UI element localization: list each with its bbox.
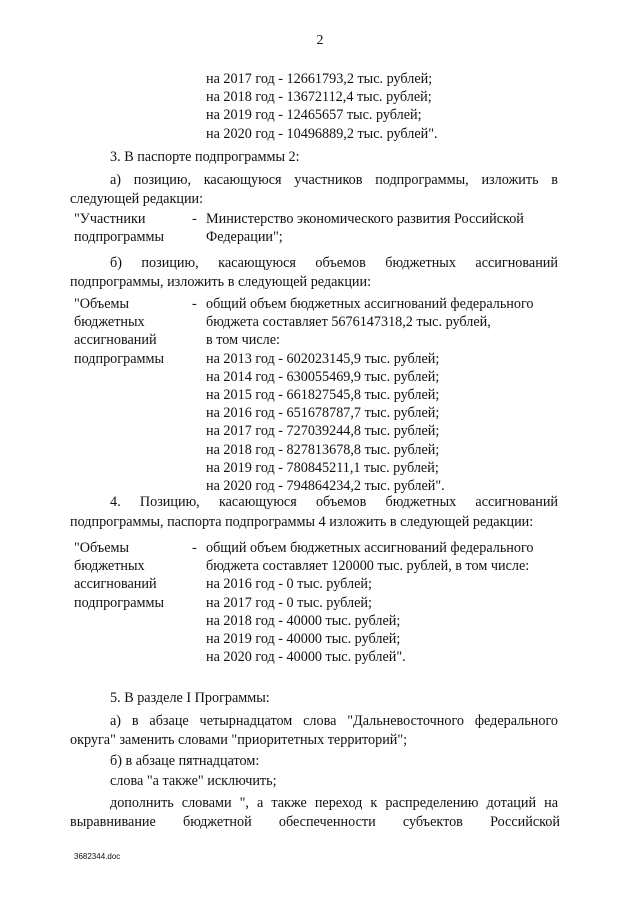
value-line: на 2019 год - 780845211,1 тыс. рублей;	[206, 459, 439, 476]
value-line: на 2020 год - 40000 тыс. рублей".	[206, 649, 406, 666]
value-line: на 2016 год - 0 тыс. рублей;	[206, 576, 372, 593]
value-line: на 2019 год - 40000 тыс. рублей;	[206, 631, 401, 648]
dash: -	[192, 211, 197, 227]
item5-add-line1: дополнить словами ", а также переход к распределению дотаций на	[110, 795, 558, 811]
participants-value	[206, 210, 570, 246]
item5-words-line: слова "а также" исключить;	[110, 773, 277, 789]
item5-a-line2: округа" заменить словами "приоритетных территорий";	[70, 732, 408, 748]
label-line: подпрограммы	[74, 350, 164, 367]
item3-b-line1: б) позицию, касающуюся объемов бюджетных ассигнований	[110, 255, 558, 271]
label-line: "Объемы	[74, 540, 130, 556]
label-line: "Участники	[74, 211, 146, 227]
value-line: на 2017 год - 0 тыс. рублей;	[206, 594, 372, 611]
label-line: подпрограммы	[74, 229, 164, 246]
value-line: на 2013 год - 602023145,9 тыс. рублей;	[206, 350, 440, 367]
label-line: подпрограммы	[74, 594, 164, 611]
value-line: на 2018 год - 40000 тыс. рублей;	[206, 612, 401, 629]
year-line: на 2020 год - 10496889,2 тыс. рублей".	[206, 125, 438, 142]
item5-add-line2: выравнивание бюджетной обеспеченности субъектов Российской	[70, 814, 560, 830]
label-line: ассигнований	[74, 332, 157, 349]
dash: -	[192, 540, 197, 556]
value-line: Министерство экономического развития Российской	[206, 211, 524, 227]
value-line: на 2017 год - 727039244,8 тыс. рублей;	[206, 423, 440, 440]
item3-b-line2: подпрограммы, изложить в следующей редакции:	[70, 274, 372, 290]
dash: -	[192, 296, 197, 312]
value-line: Федерации";	[206, 229, 283, 246]
value-line: на 2018 год - 827813678,8 тыс. рублей;	[206, 441, 440, 458]
item5-heading: 5. В разделе I Программы:	[110, 690, 270, 706]
value-line: на 2014 год - 630055469,9 тыс. рублей;	[206, 368, 440, 385]
top-year-list	[206, 70, 438, 143]
item3-a-line2: следующей редакции:	[70, 191, 204, 207]
volumes-label	[74, 539, 192, 612]
label-line: бюджетных	[74, 558, 145, 575]
file-name-footer: 3682344.doc	[74, 852, 121, 861]
volumes-value	[206, 295, 570, 495]
year-line: на 2019 год - 12465657 тыс. рублей;	[206, 107, 422, 124]
item5-a-line1: а) в абзаце четырнадцатом слова "Дальневосточного федерального	[110, 713, 558, 729]
label-line: "Объемы	[74, 296, 130, 312]
value-line: на 2020 год - 794864234,2 тыс. рублей".	[206, 478, 445, 495]
value-line: общий объем бюджетных ассигнований федерального	[206, 540, 534, 556]
item5-b-line: б) в абзаце пятнадцатом:	[110, 753, 260, 769]
item4-line2: подпрограммы, паспорта подпрограммы 4 изложить в следующей редакции:	[70, 514, 534, 530]
volumes-value	[206, 539, 570, 666]
volumes-label	[74, 295, 192, 368]
label-line: ассигнований	[74, 576, 157, 593]
value-line: общий объем бюджетных ассигнований федерального	[206, 296, 534, 312]
value-line: бюджета составляет 5676147318,2 тыс. рублей,	[206, 314, 491, 331]
value-line: бюджета составляет 120000 тыс. рублей, в том числе:	[206, 558, 530, 575]
value-line: в том числе:	[206, 332, 280, 349]
participants-label	[74, 210, 192, 246]
item3-a-line1: а) позицию, касающуюся участников подпрограммы, изложить в	[110, 172, 558, 188]
year-line: на 2018 год - 13672112,4 тыс. рублей;	[206, 89, 432, 106]
year-line: на 2017 год - 12661793,2 тыс. рублей;	[206, 71, 433, 87]
value-line: на 2015 год - 661827545,8 тыс. рублей;	[206, 387, 440, 404]
label-line: бюджетных	[74, 314, 145, 331]
page-number: 2	[316, 33, 324, 48]
item3-heading: 3. В паспорте подпрограммы 2:	[110, 149, 300, 165]
item4-line1: 4. Позицию, касающуюся объемов бюджетных ассигнований	[110, 494, 558, 510]
value-line: на 2016 год - 651678787,7 тыс. рублей;	[206, 405, 440, 422]
